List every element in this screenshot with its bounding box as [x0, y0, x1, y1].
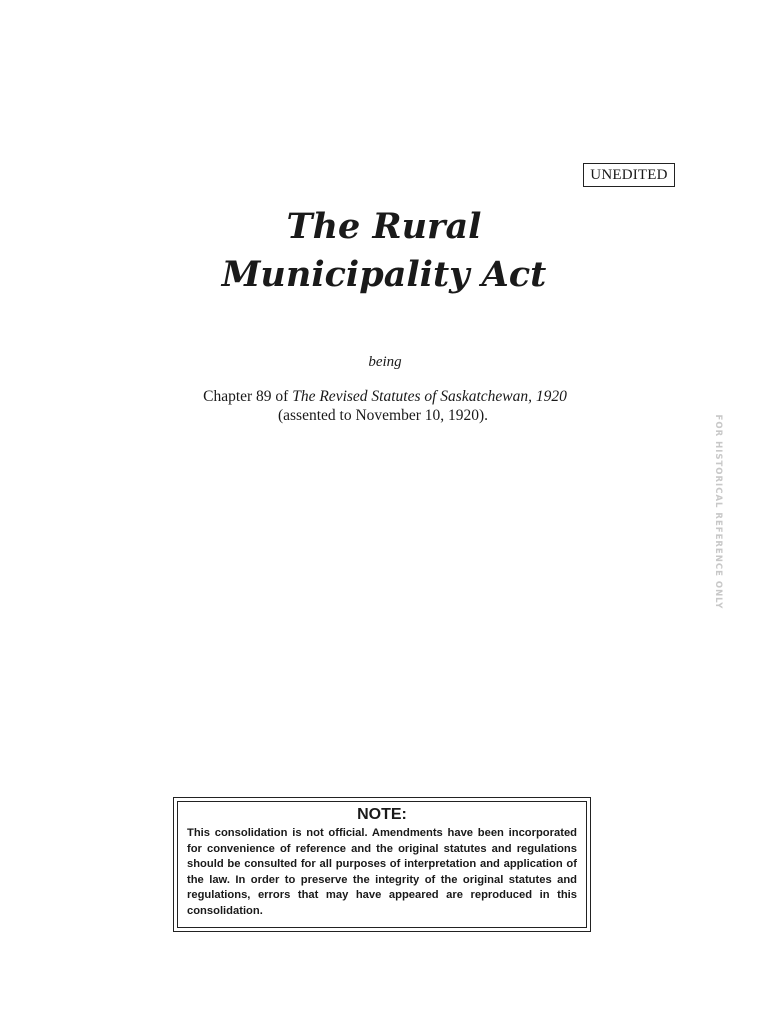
assented-line: (assented to November 10, 1920). — [277, 407, 489, 424]
note-heading: NOTE: — [357, 806, 407, 823]
chapter-line — [0, 387, 770, 407]
note-box — [173, 797, 591, 932]
chapter-prefix: Chapter 89 of — [203, 388, 293, 405]
title-line-1: The Rural — [286, 206, 482, 247]
note-body: This consolidation is not official. Amendments have been incorporated for convenience of reference and the original statutes and regulations should be consulted for all purposes of interpretation and application of the law. In order to preserve the integrity of the original statutes and regulations, errors that may have appeared are reproduced in this consolidation. — [187, 827, 577, 917]
historical-reference-watermark: FOR HISTORICAL REFERENCE ONLY — [713, 414, 723, 610]
note-box-inner — [177, 801, 587, 928]
statutes-title: The Revised Statutes of Saskatchewan, 1920 — [292, 388, 567, 405]
title-line-2: Municipality Act — [221, 254, 547, 295]
being-text: being — [368, 354, 402, 370]
unedited-stamp: UNEDITED — [583, 163, 675, 187]
